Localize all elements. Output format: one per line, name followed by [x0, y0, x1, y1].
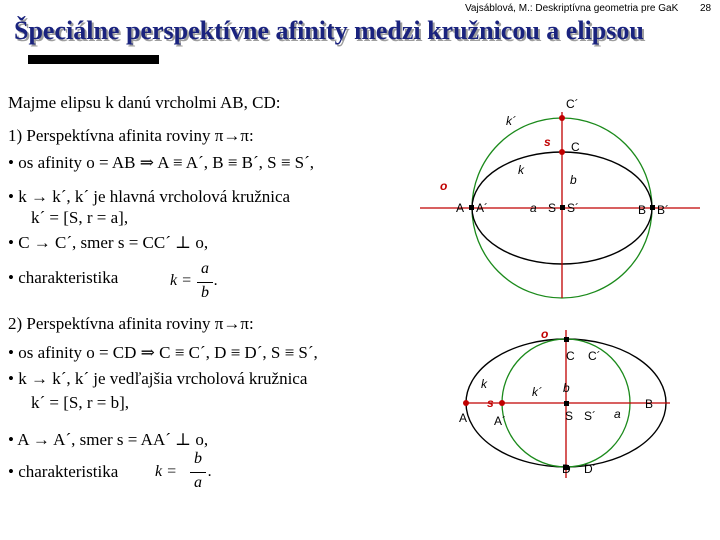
section1-heading: 1) Perspektívna afinita roviny π→π: — [8, 126, 254, 145]
fig2-label-D1: D´ — [584, 462, 597, 476]
section1-bullet-4: • charakteristika — [8, 268, 119, 287]
figure-2 — [459, 327, 670, 478]
fig2-label-C1: C´ — [588, 349, 601, 363]
fig2-label-S: S — [565, 409, 574, 423]
section2-heading: 2) Perspektívna afinita roviny π→π: — [8, 314, 254, 333]
header-text: Vajsáblová, M.: Deskriptívna geometria pre GaK — [465, 3, 679, 14]
section1-bullet-3: • C → C´, smer s = CC´ ⊥ o, — [8, 233, 209, 252]
fig1-label-k1: k´ — [506, 114, 516, 128]
fig2-point-A — [463, 400, 469, 406]
fig1-label-s: s — [544, 135, 551, 149]
slide-title: Špeciálne perspektívne afinity medzi kružnicou a elipsou — [14, 16, 644, 45]
figure-1 — [420, 97, 700, 298]
fig1-label-o: o — [440, 179, 448, 193]
fig2-label-S1: S´ — [584, 409, 596, 423]
page-number: 28 — [700, 3, 712, 14]
fig1-point-S — [560, 205, 565, 210]
fig1-label-C1: C´ — [566, 97, 579, 111]
fig2-label-s: s — [487, 396, 494, 410]
section1-bullet-2: • k → k´, k´ je hlavná vrcholová kružnica — [8, 187, 291, 206]
section2-frac-lhs: k = — [155, 463, 177, 480]
section2-bullet-3: • A → A´, smer s = AA´ ⊥ o, — [8, 430, 209, 449]
fig1-point-A — [469, 205, 474, 210]
section1-frac-den: b — [201, 284, 209, 301]
section2-bullet-2b: k´ = [S, r = b], — [31, 393, 130, 412]
section2-bullet-2: • k → k´, k´ je vedľajšia vrcholová kružnica — [8, 369, 308, 388]
section2-frac-end: . — [208, 463, 212, 480]
fig1-label-S1: S´ — [567, 201, 579, 215]
fig2-label-k1: k´ — [532, 385, 542, 399]
section1-frac-num: a — [201, 260, 209, 277]
fig1-point-C1 — [559, 115, 565, 121]
fig1-point-B — [650, 205, 655, 210]
fig1-label-B: B — [638, 203, 647, 217]
fig1-label-b: b — [570, 173, 577, 187]
fig1-label-A: A — [456, 201, 465, 215]
fig2-label-A: A — [459, 411, 468, 425]
fig1-point-C — [559, 149, 565, 155]
section1-frac-lhs: k = — [170, 272, 192, 289]
section2-bullet-4: • charakteristika — [8, 462, 119, 481]
fig2-label-b: b — [563, 381, 570, 395]
fig1-label-S: S — [548, 201, 557, 215]
fig2-label-k: k — [481, 377, 487, 391]
section2-frac-den: a — [194, 474, 202, 491]
fig2-point-C — [564, 337, 569, 342]
section1-frac-end: . — [214, 272, 218, 289]
fig1-label-A1: A´ — [476, 201, 488, 215]
fig1-label-a: a — [530, 201, 537, 215]
fig2-label-C: C — [566, 349, 575, 363]
fig1-label-k: k — [518, 163, 524, 177]
fig2-point-S — [564, 401, 569, 406]
fig1-label-B1: B´ — [657, 203, 669, 217]
fig2-label-a: a — [614, 407, 621, 421]
section1-bullet-2b: k´ = [S, r = a], — [31, 208, 129, 227]
section1-bullet-1: • os afinity o = AB ⇒ A ≡ A´, B ≡ B´, S ≡ S´, — [8, 153, 315, 172]
fig2-label-B: B — [645, 397, 654, 411]
fig2-label-D: D — [562, 462, 571, 476]
section2-frac-num: b — [194, 450, 202, 467]
section2-bullet-1: • os afinity o = CD ⇒ C ≡ C´, D ≡ D´, S ≡ S´, — [8, 343, 318, 362]
fig2-label-A1: A´ — [494, 414, 506, 428]
fig1-label-C: C — [571, 140, 580, 154]
fig2-point-A1 — [499, 400, 505, 406]
intro-text: Majme elipsu k danú vrcholmi AB, CD: — [8, 93, 281, 112]
fig2-label-o: o — [541, 327, 549, 341]
